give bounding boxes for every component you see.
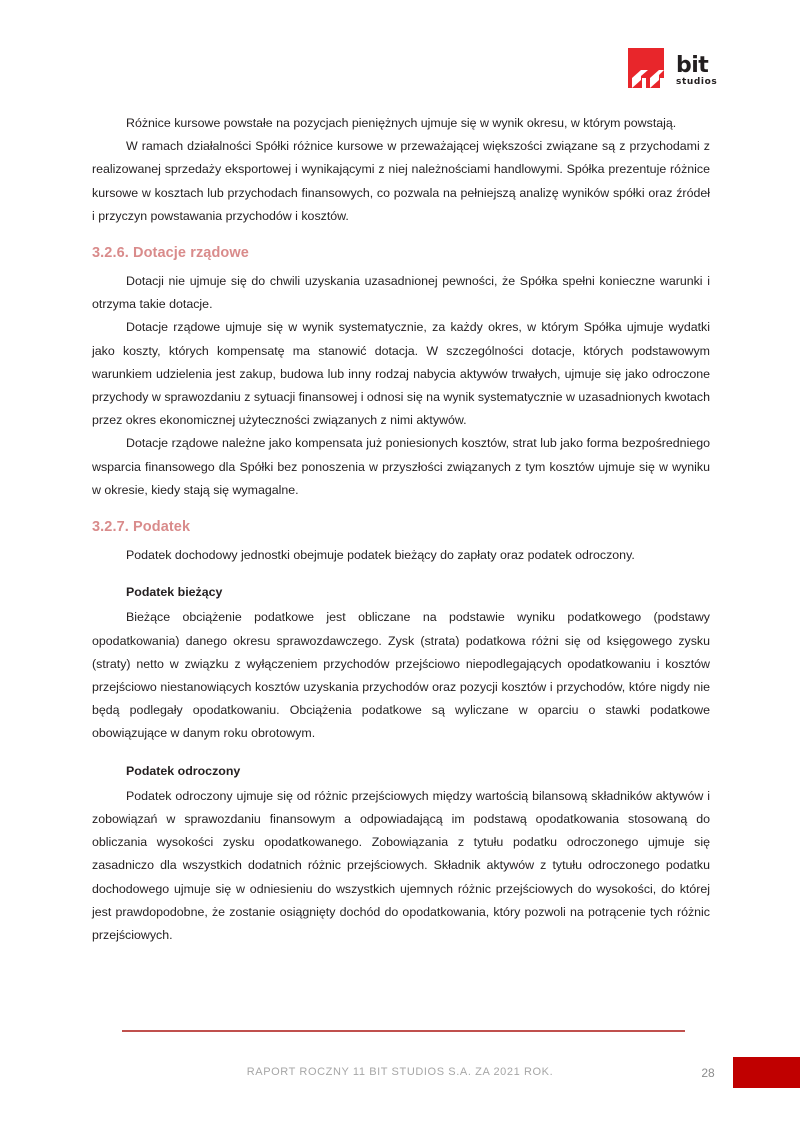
paragraph: Dotacji nie ujmuje się do chwili uzyskania uzasadnionej pewności, że Spółka spełni konieczne warunki i otrzyma takie dotacje. [92,274,710,312]
sub-heading-podatek-odroczony: Podatek odroczony [126,763,241,778]
logo-wordmark [676,53,736,87]
paragraph: Podatek odroczony ujmuje się od różnic przejściowych między wartością bilansową składników aktywów i zobowiązań w sprawozdaniu finansowym a odpowiadającą im podstawą opodatkowania stosowaną do obliczania wysokości zysku opodatkowanego. Zobowiązania z tytułu podatku odroczonego ujmuje się zasadniczo dla wszystkich dodatnich różnic przejściowych. Składnik aktywów z tytułu odroczonego podatku dochodowego ujmuje się w odniesieniu do wszystkich ujemnych różnic przejściowych do wysokości, do której jest prawdopodobne, że zostanie osiągnięty dochód do opodatkowania, który pozwoli na potrącenie tych różnic przejściowych. [92,788,710,943]
paragraph: Podatek dochodowy jednostki obejmuje podatek bieżący do zapłaty oraz podatek odroczony. [126,548,635,563]
paragraph: Różnice kursowe powstałe na pozycjach pieniężnych ujmuje się w wynik okresu, w którym powstają. [126,116,677,130]
footer-report-title: RAPORT ROCZNY 11 BIT STUDIOS S.A. ZA 2021 ROK. [246,1066,554,1078]
logo-subbrand-text: studios [676,77,718,87]
section-heading-podatek: 3.2.7. Podatek [92,519,191,536]
sub-heading-podatek-biezacy: Podatek bieżący [126,585,223,600]
footer-divider [122,1030,685,1032]
logo-brand-text: bit [676,53,709,78]
paragraph: W ramach działalności Spółki różnice kursowe w przeważającej większości związane są z przychodami z realizowanej sprzedaży eksportowej i wynikającymi z niej należnościami handlowymi. Spółka prezentuje różnice kursowe w kosztach lub przychodach finansowych, co pozwala na pełniejszą analizę wyników spółki oraz źródeł i przyczyn powstawania przychodów i kosztów. [92,139,710,223]
eleven-bit-logo-mark-icon [628,48,672,92]
document-body [92,112,710,947]
paragraph: Bieżące obciążenie podatkowe jest obliczane na podstawie wyniku podatkowego (podstawy opodatkowania) danego okresu sprawozdawczego. Zysk (strata) podatkowa różni się od księgowego zysku (straty) netto w związku z wyłączeniem przychodów przejściowo niepodlegających opodatkowaniu i kosztów przejściowo niestanowiących kosztów uzyskania przychodów oraz pozycji kosztów i przychodów, które nigdy nie będą podlegały opodatkowaniu. Obciążenia podatkowe są wyliczane w oparciu o stawki podatkowe obowiązujące w danym roku obrotowym. [92,610,710,741]
footer-accent-block [733,1057,800,1088]
eleven-bit-studios-logo [628,48,738,98]
paragraph: Dotacje rządowe należne jako kompensata już poniesionych kosztów, strat lub jako forma bezpośredniego wsparcia finansowego dla Spółki bez ponoszenia w przyszłości związanych z tym kosztów ujmuje się w wyniku w okresie, kiedy stają się wymagalne. [92,436,710,497]
page-header [628,48,738,98]
paragraph: Dotacje rządowe ujmuje się w wynik systematycznie, za każdy okres, w którym Spółka ujmuje wydatki jako koszty, których kompensatę ma stanowić dotacja. W szczególności dotacje, których podstawowym warunkiem udzielenia jest zakup, budowa lub inny rodzaj nabycia aktywów trwałych, ujmuje się jako odroczone przychody w sprawozdaniu z sytuacji finansowej i odnosi się na wynik systematycznie w uzasadnionych kwotach przez okres ekonomicznej użyteczności związanych z nimi aktywów. [92,320,710,428]
page-number: 28 [701,1066,715,1080]
section-heading-dotacje-rzadowe: 3.2.6. Dotacje rządowe [92,245,249,262]
